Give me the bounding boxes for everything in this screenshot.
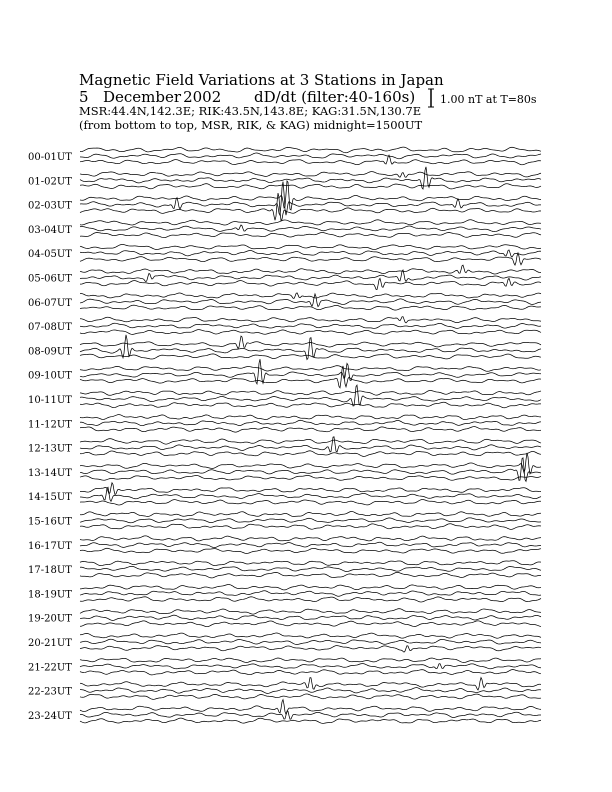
row-label: 16-17UT	[28, 540, 72, 552]
trace-rik	[80, 542, 541, 547]
row-label: 18-19UT	[28, 589, 72, 601]
trace-rik	[80, 359, 541, 384]
trace-rik	[80, 711, 541, 719]
trace-kag	[80, 609, 541, 614]
trace-kag	[80, 293, 541, 299]
trace-kag	[80, 700, 541, 715]
row-label: 07-08UT	[28, 322, 72, 334]
row-label: 23-24UT	[28, 710, 72, 722]
trace-rik	[80, 294, 541, 307]
trace-rik	[80, 591, 541, 597]
trace-kag	[80, 439, 541, 444]
trace-kag	[80, 561, 541, 566]
date-day: 5	[79, 88, 89, 106]
scale-bar-label: 1.00 nT at T=80s	[440, 93, 537, 106]
trace-msr	[80, 548, 541, 553]
trace-kag	[80, 415, 541, 420]
trace-msr	[80, 621, 541, 627]
trace-rik	[80, 458, 541, 481]
trace-kag	[80, 585, 541, 590]
trace-rik	[80, 615, 541, 620]
trace-kag	[80, 633, 541, 638]
trace-rik	[80, 487, 541, 501]
trace-msr	[80, 402, 541, 408]
trace-kag	[80, 678, 541, 690]
trace-msr	[80, 500, 541, 505]
row-label-group	[28, 152, 72, 722]
trace-rik	[80, 153, 541, 159]
row-label: 05-06UT	[28, 273, 72, 285]
trace-rik	[80, 225, 541, 232]
trace-msr	[80, 670, 541, 675]
row-label: 14-15UT	[28, 492, 72, 504]
row-label: 11-12UT	[28, 419, 72, 431]
date-year: 2002	[183, 88, 222, 106]
trace-msr	[80, 366, 541, 388]
trace-kag	[80, 536, 541, 541]
trace-kag	[80, 147, 541, 153]
trace-kag	[80, 366, 541, 372]
trace-kag	[80, 220, 541, 225]
date-month: December	[103, 88, 182, 106]
row-label: 08-09UT	[28, 346, 72, 358]
row-label: 15-16UT	[28, 516, 72, 528]
trace-msr	[80, 451, 541, 457]
trace-msr	[80, 646, 541, 653]
trace-msr	[80, 330, 541, 335]
trace-rik	[80, 566, 541, 571]
trace-msr	[80, 694, 541, 699]
trace-msr	[80, 427, 541, 433]
row-label: 21-22UT	[28, 662, 72, 674]
trace-msr	[80, 524, 541, 530]
trace-order-note: (from bottom to top, MSR, RIK, & KAG) midnight=1500UT	[79, 118, 423, 132]
trace-kag	[80, 483, 541, 495]
row-label: 02-03UT	[28, 200, 72, 212]
row-label: 17-18UT	[28, 565, 72, 577]
trace-kag	[80, 244, 541, 249]
trace-msr	[80, 572, 541, 578]
trace-msr	[80, 305, 541, 310]
row-label: 09-10UT	[28, 370, 72, 382]
row-label: 20-21UT	[28, 638, 72, 649]
trace-kag	[80, 265, 541, 274]
trace-msr	[80, 354, 541, 359]
row-label: 22-23UT	[28, 686, 72, 698]
row-label: 19-20UT	[28, 613, 72, 625]
measure-label: dD/dt (filter:40-160s)	[254, 88, 416, 106]
trace-kag	[80, 658, 541, 662]
trace-kag	[80, 453, 541, 474]
trace-rik	[80, 664, 541, 669]
chart-title: Magnetic Field Variations at 3 Stations in Japan	[79, 71, 444, 89]
trace-rik	[80, 639, 541, 644]
trace-group	[80, 147, 541, 723]
row-label: 10-11UT	[28, 395, 72, 406]
row-label: 03-04UT	[28, 224, 72, 236]
trace-rik	[80, 323, 541, 328]
trace-kag	[80, 317, 541, 323]
trace-rik	[80, 518, 541, 523]
trace-rik	[80, 437, 541, 452]
row-label: 12-13UT	[28, 443, 72, 455]
trace-rik	[80, 250, 541, 257]
trace-kag	[80, 172, 541, 178]
trace-kag	[80, 511, 541, 516]
trace-rik	[80, 688, 541, 694]
row-label: 06-07UT	[28, 297, 72, 309]
trace-kag	[80, 390, 541, 395]
row-label: 01-02UT	[28, 176, 72, 188]
row-label: 13-14UT	[28, 467, 72, 479]
trace-msr	[80, 233, 541, 238]
station-coordinates: MSR:44.4N,142.3E; RIK:43.5N,143.8E; KAG:31.5N,130.7E	[79, 104, 422, 118]
trace-msr	[80, 278, 541, 289]
trace-msr	[80, 184, 541, 189]
row-label: 04-05UT	[28, 249, 72, 261]
trace-msr	[80, 475, 541, 480]
trace-rik	[80, 385, 541, 406]
row-label: 00-01UT	[28, 152, 72, 163]
trace-msr	[80, 597, 541, 602]
trace-rik	[80, 420, 541, 425]
trace-msr	[80, 718, 541, 723]
